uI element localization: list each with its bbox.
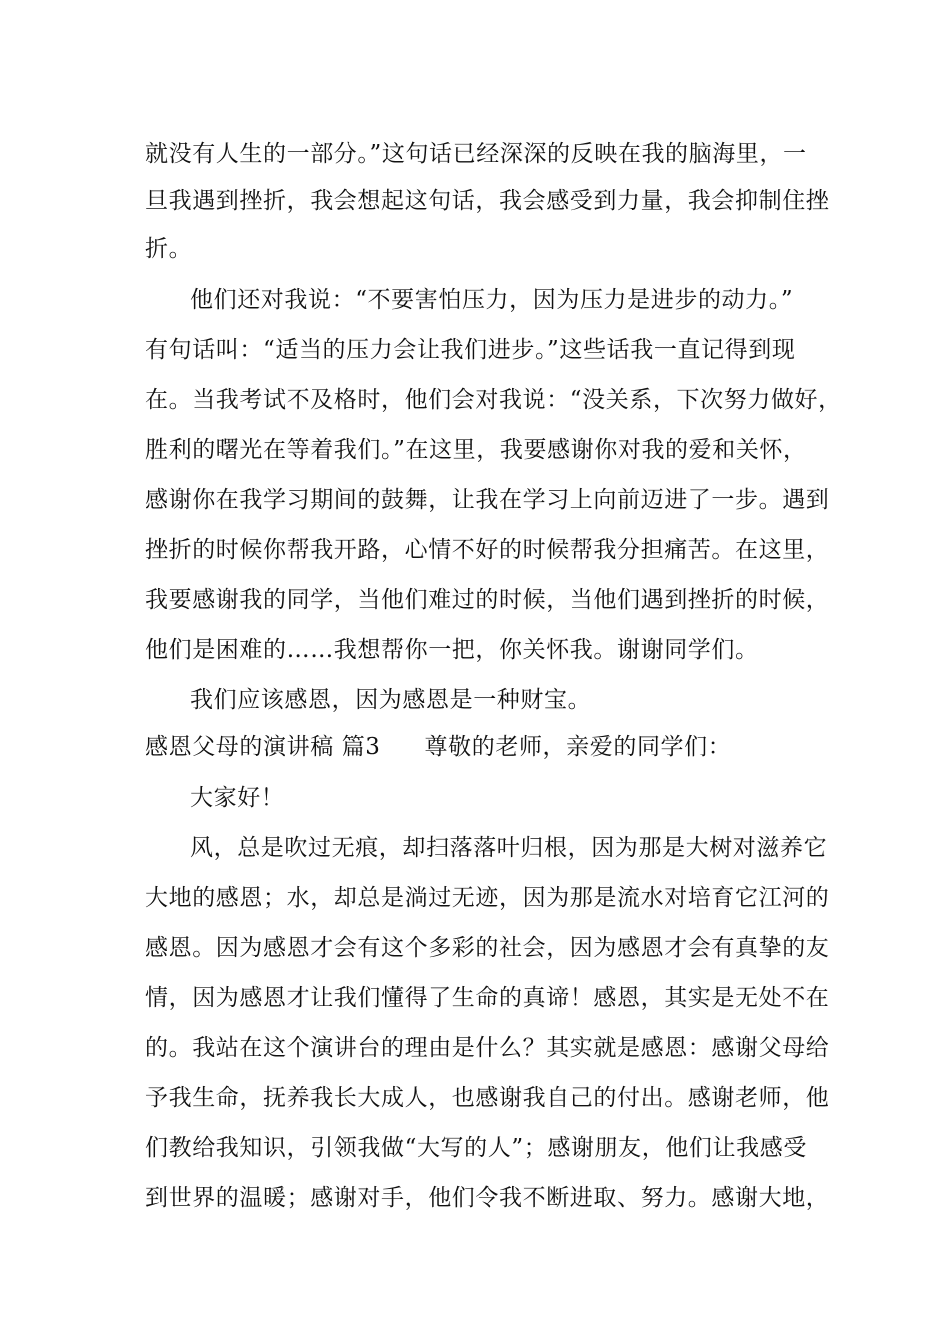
paragraph-line: 挫折的时候你帮我开路，心情不好的时候帮我分担痛苦。在这里， [145,537,830,563]
paragraph-line: 到世界的温暖；感谢对手，他们令我不断进取、努力。感谢大地， [145,1185,830,1211]
paragraph-line: 有句话叫：“适当的压力会让我们进步。”这些话我一直记得到现 [145,337,796,363]
paragraph-line: 他们还对我说：“不要害怕压力，因为压力是进步的动力。” [190,287,794,313]
paragraph-line: 折。 [145,236,193,262]
greeting: 尊敬的老师，亲爱的同学们： [424,734,732,760]
paragraph-line: 就没有人生的一部分。”这句话已经深深的反映在我的脑海里，一 [145,141,807,167]
section-title: 感恩父母的演讲稿 篇3 [145,734,381,760]
paragraph-line: 大家好！ [190,785,285,811]
paragraph-line: 情，因为感恩才让我们懂得了生命的真谛！感恩，其实是无处不在 [145,985,830,1011]
paragraph-line: 在。当我考试不及格时，他们会对我说：“没关系，下次努力做好， [145,387,842,413]
paragraph-line: 旦我遇到挫折，我会想起这句话，我会感受到力量，我会抑制住挫 [145,188,830,214]
section-heading [145,730,825,764]
paragraph-line: 胜利的曙光在等着我们。”在这里，我要感谢你对我的爱和关怀， [145,437,807,463]
paragraph-line: 风，总是吹过无痕，却扫落落叶归根，因为那是大树对滋养它 [190,835,828,861]
paragraph-line: 的。我站在这个演讲台的理由是什么？其实就是感恩：感谢父母给 [145,1035,830,1061]
paragraph-line: 感谢你在我学习期间的鼓舞，让我在学习上向前迈进了一步。遇到 [145,487,830,513]
paragraph-line: 大地的感恩；水，却总是淌过无迹，因为那是流水对培育它江河的 [145,885,830,911]
paragraph-line: 他们是困难的……我想帮你一把，你关怀我。谢谢同学们。 [145,637,759,663]
paragraph-line: 我要感谢我的同学，当他们难过的时候，当他们遇到挫折的时候， [145,587,830,613]
paragraph-line: 予我生命，抚养我长大成人，也感谢我自己的付出。感谢老师，他 [145,1085,830,1111]
paragraph-line: 感恩。因为感恩才会有这个多彩的社会，因为感恩才会有真挚的友 [145,935,830,961]
paragraph-line: 们教给我知识，引领我做“大写的人”；感谢朋友，他们让我感受 [145,1135,807,1161]
paragraph-line: 我们应该感恩，因为感恩是一种财宝。 [190,687,592,713]
